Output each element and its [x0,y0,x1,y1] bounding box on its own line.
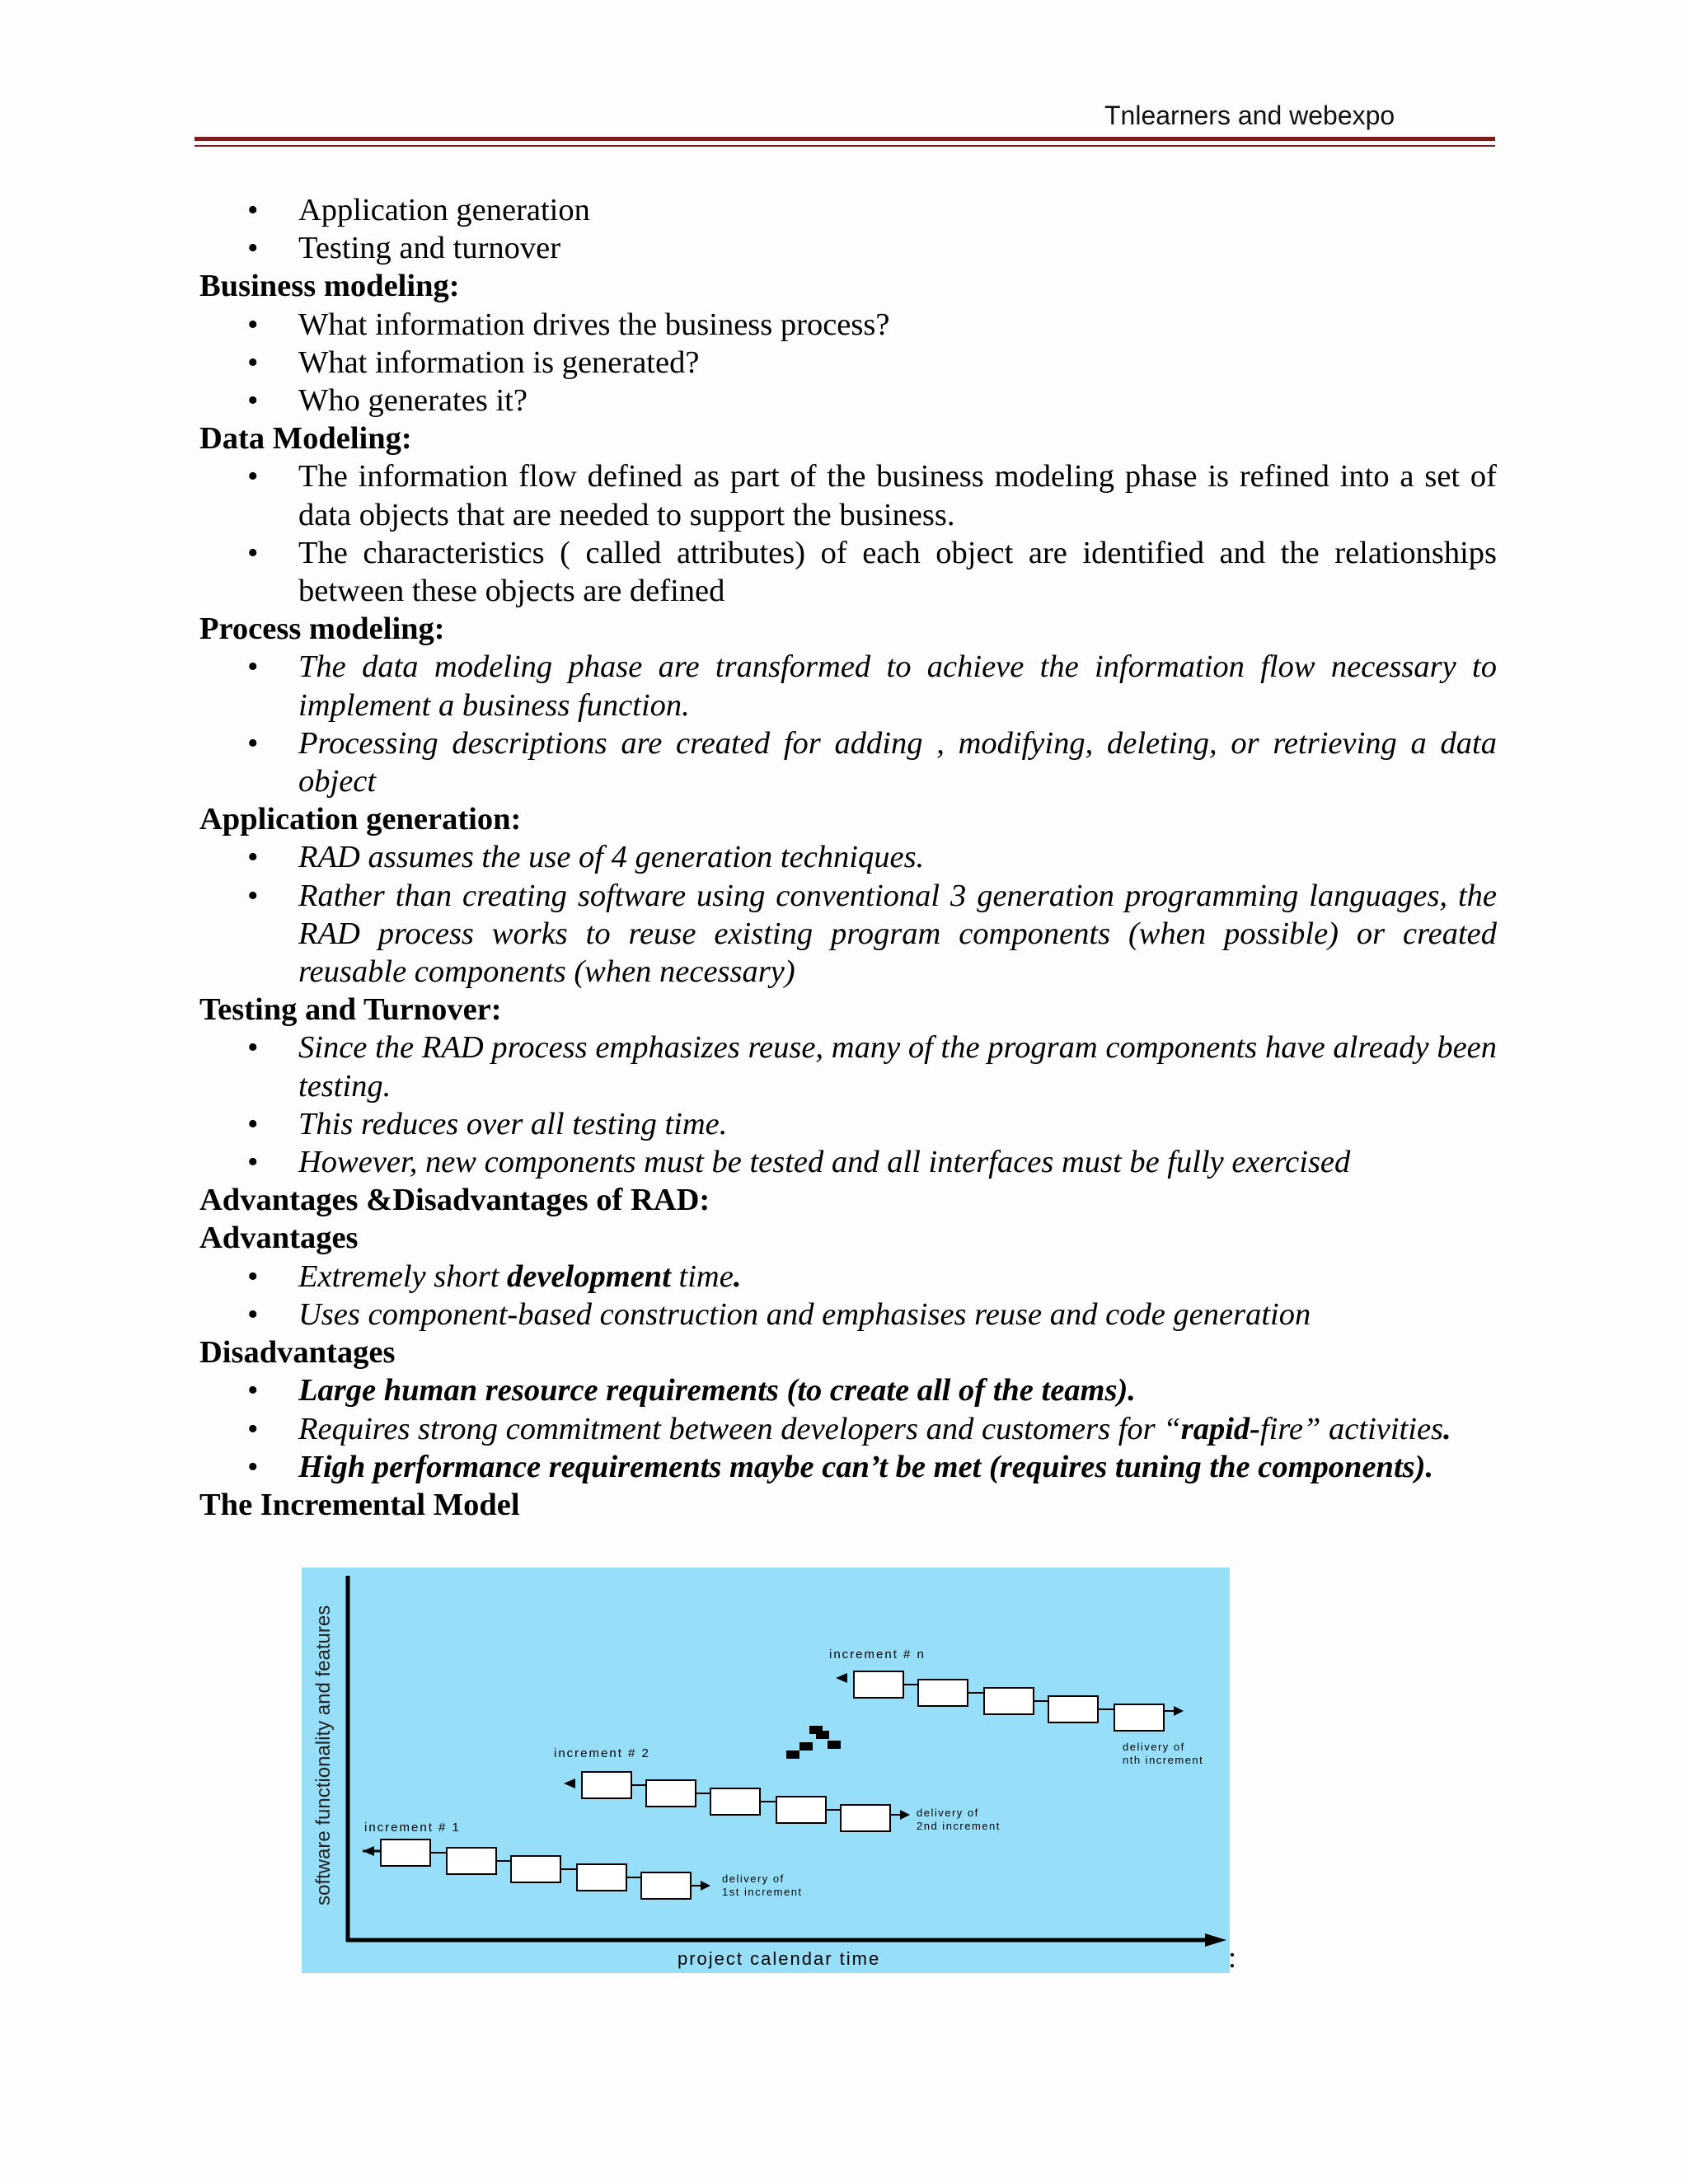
start-arrow [836,1673,847,1683]
list-item: • High performance requirements maybe can’t be met (requires tuning the components). [199,1448,1497,1486]
stage-box-planning [918,1680,968,1706]
delivery-label: 1st increment [722,1886,803,1898]
section-heading-incremental-model: The Incremental Model [199,1487,520,1522]
disadvantages-list [199,1371,1497,1486]
increment-label: increment # 2 [554,1746,650,1760]
testing-turnover-list [199,1029,1497,1181]
intro-list [199,191,1497,267]
trailing-colon: : [1228,1941,1237,1974]
stage-box-planning [646,1780,696,1807]
stage-box-planning [447,1848,496,1874]
section-heading-process-modeling: Process modeling: [199,612,445,647]
list-item: • Large human resource requirements (to create all of the teams). [199,1371,1497,1409]
list-item: • The data modeling phase are transformed to achieve the information flow necessary to implement a business function. [199,648,1497,724]
ellipsis-mark [828,1741,841,1749]
list-item: • This reduces over all testing time. [199,1105,1497,1143]
list-item: • Uses component-based construction and emphasises reuse and code generation [199,1296,1497,1333]
section-heading-application-generation: Application generation: [199,802,522,837]
list-item: • What information is generated? [199,344,1497,382]
section-heading-business-modeling: Business modeling: [199,269,460,304]
stage-box-modeling [984,1688,1034,1714]
y-axis-label: software functionality and features [312,1605,335,1905]
delivery-label: delivery of [1123,1741,1185,1753]
list-item: • Extremely short development time. [199,1258,1497,1296]
process-modeling-list [199,648,1497,800]
stage-box-communication [381,1840,430,1866]
ellipsis-mark [799,1742,813,1750]
stage-box-construction [776,1797,826,1823]
list-item: • Processing descriptions are created for adding , modifying, deleting, or retrieving a data object [199,724,1497,800]
end-arrow [701,1881,710,1891]
list-item: • Requires strong commitment between developers and customers for “rapid-fire” activities. [199,1410,1497,1448]
section-heading-advantages: Advantages [199,1221,359,1256]
document-body [199,191,1497,1524]
increment-label: increment # n [829,1647,926,1661]
header-rule-thin [195,145,1495,147]
advantages-list [199,1258,1497,1333]
delivery-label: 2nd increment [917,1820,1001,1832]
list-item: • What information drives the business process? [199,306,1497,344]
end-arrow [900,1810,910,1820]
list-item: • RAD assumes the use of 4 generation techniques. [199,838,1497,876]
incremental-model-svg [302,1568,1230,1973]
stage-box-communication [582,1772,631,1798]
section-heading-disadvantages: Disadvantages [199,1335,396,1371]
incremental-model-diagram [302,1568,1230,1973]
application-generation-list [199,838,1497,991]
stage-box-deployment [641,1872,691,1899]
ellipsis-mark [816,1731,829,1739]
list-item: • Testing and turnover [199,229,1497,267]
section-heading-testing-turnover: Testing and Turnover: [199,992,502,1028]
stage-box-modeling [511,1856,560,1882]
delivery-label: nth increment [1123,1754,1204,1766]
list-item: • Rather than creating software using conventional 3 generation programming languages, the RAD process works to reuse existing program components (when possible) or created reusable components (when necessary) [199,877,1497,991]
ellipsis-mark [786,1750,799,1759]
delivery-label: delivery of [917,1807,979,1819]
list-item: • Who generates it? [199,382,1497,419]
section-heading-data-modeling: Data Modeling: [199,421,412,457]
increment-2 [554,1746,1001,1832]
stage-box-deployment [841,1805,890,1831]
list-item: • The characteristics ( called attributes) of each object are identified and the relationships between these objects are defined [199,534,1497,610]
increment-1 [363,1821,803,1899]
list-item: • However, new components must be tested and all interfaces must be fully exercised [199,1143,1497,1181]
increment-n [829,1647,1203,1766]
stage-box-construction [1048,1696,1098,1722]
stage-box-communication [854,1671,903,1698]
increment-label: increment # 1 [364,1821,461,1835]
delivery-label: delivery of [722,1872,785,1885]
start-arrow [564,1779,575,1788]
x-axis-arrowhead [1205,1933,1226,1947]
list-item: • Since the RAD process emphasizes reuse, many of the program components have already been testing. [199,1029,1497,1104]
data-modeling-list [199,457,1497,610]
stage-box-construction [577,1864,626,1891]
stage-box-deployment [1114,1704,1164,1731]
x-axis-label: project calendar time [678,1948,881,1969]
list-item: • The information flow defined as part of the business modeling phase is refined into a set of data objects that are needed to support the business. [199,457,1497,533]
stage-box-modeling [710,1788,760,1815]
section-heading-adv-disadv: Advantages &Disadvantages of RAD: [199,1183,710,1218]
header-title: Tnlearners and webexpo [1104,101,1395,130]
end-arrow [1174,1706,1184,1716]
business-modeling-list [199,306,1497,420]
header-rule-thick [195,137,1495,141]
list-item: • Application generation [199,191,1497,229]
